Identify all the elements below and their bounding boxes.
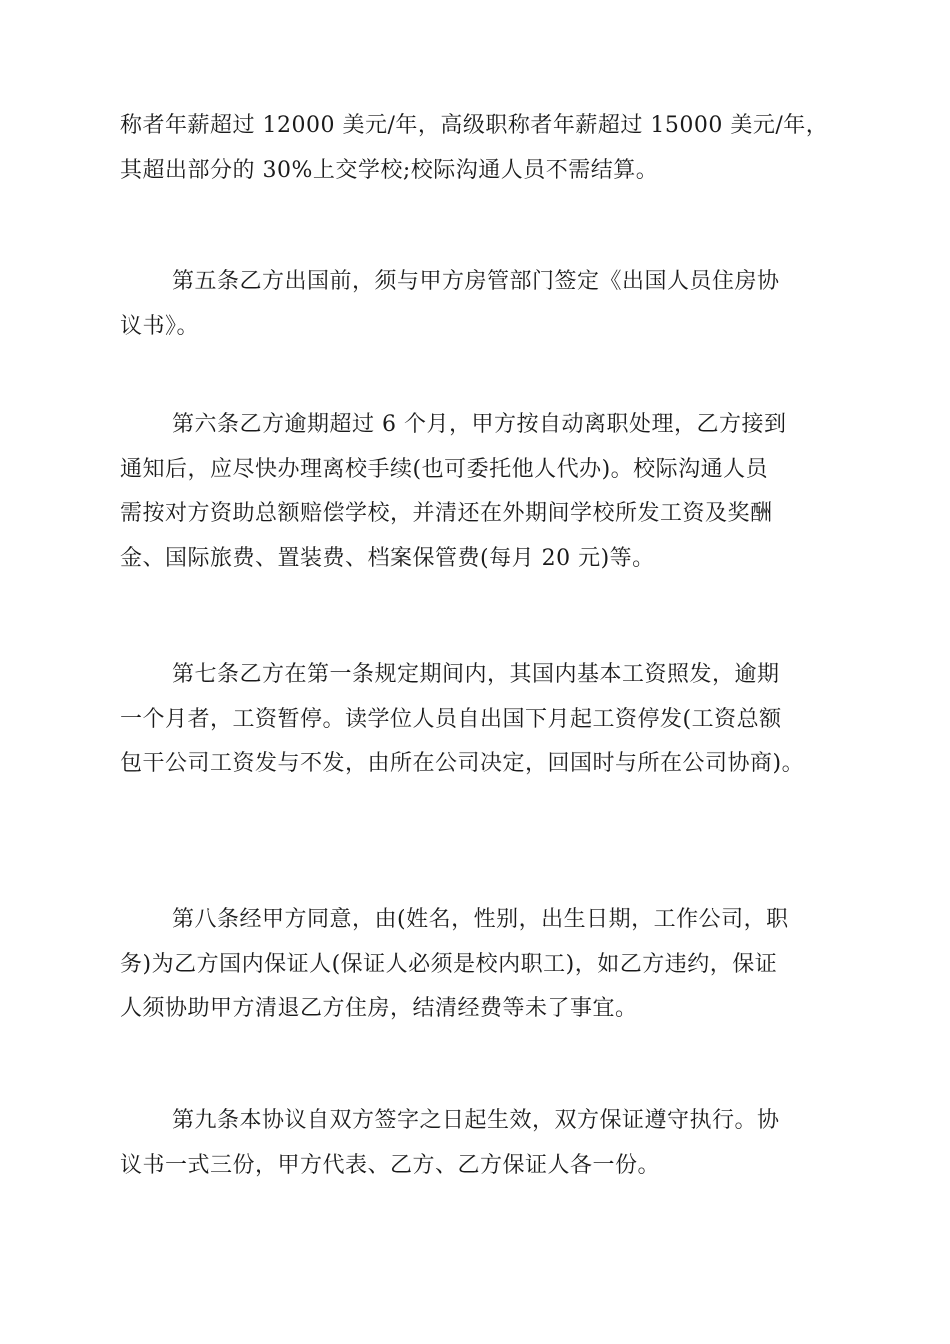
paragraph-article-7	[120, 653, 840, 787]
paragraph-line: 称者年薪超过 12000 美元/年，高级职称者年薪超过 15000 美元/年，	[120, 113, 829, 138]
paragraph-line: 金、国际旅费、置装费、档案保管费(每月 20 元)等。	[120, 545, 655, 571]
paragraph-line: 人须协助甲方清退乙方住房，结清经费等未了事宜。	[120, 996, 638, 1021]
paragraph-line: 第五条乙方出国前，须与甲方房管部门签定《出国人员住房协	[172, 269, 780, 294]
paragraph-line: 务)为乙方国内保证人(保证人必须是校内职工)，如乙方违约，保证	[120, 951, 778, 977]
paragraph-line: 议书一式三份，甲方代表、乙方、乙方保证人各一份。	[120, 1152, 661, 1178]
paragraph-line: 第九条本协议自双方签字之日起生效，双方保证遵守执行。协	[172, 1108, 780, 1133]
paragraph-line: 包干公司工资发与不发，由所在公司决定，回国时与所在公司协商)。	[120, 751, 805, 776]
paragraph-line: 需按对方资助总额赔偿学校，并清还在外期间学校所发工资及奖酬	[120, 501, 773, 526]
paragraph-article-5	[120, 260, 840, 349]
paragraph-article-8	[120, 898, 840, 1032]
paragraph-line: 议书》。	[120, 313, 200, 339]
paragraph-line: 第七条乙方在第一条规定期间内，其国内基本工资照发，逾期	[172, 662, 780, 687]
paragraph-line: 第八条经甲方同意，由(姓名，性别，出生日期，工作公司，职	[172, 907, 789, 932]
paragraph-line: 第六条乙方逾期超过 6 个月，甲方按自动离职处理，乙方接到	[172, 412, 787, 437]
paragraph-line: 通知后，应尽快办理离校手续(也可委托他人代办)。校际沟通人员	[120, 456, 769, 482]
paragraph-line: 其超出部分的 30%上交学校;校际沟通人员不需结算。	[120, 157, 659, 183]
paragraph-article-9	[120, 1099, 840, 1188]
paragraph-line: 一个月者，工资暂停。读学位人员自出国下月起工资停发(工资总额	[120, 706, 782, 732]
paragraph-continuation	[120, 104, 840, 193]
paragraph-article-6	[120, 403, 840, 581]
